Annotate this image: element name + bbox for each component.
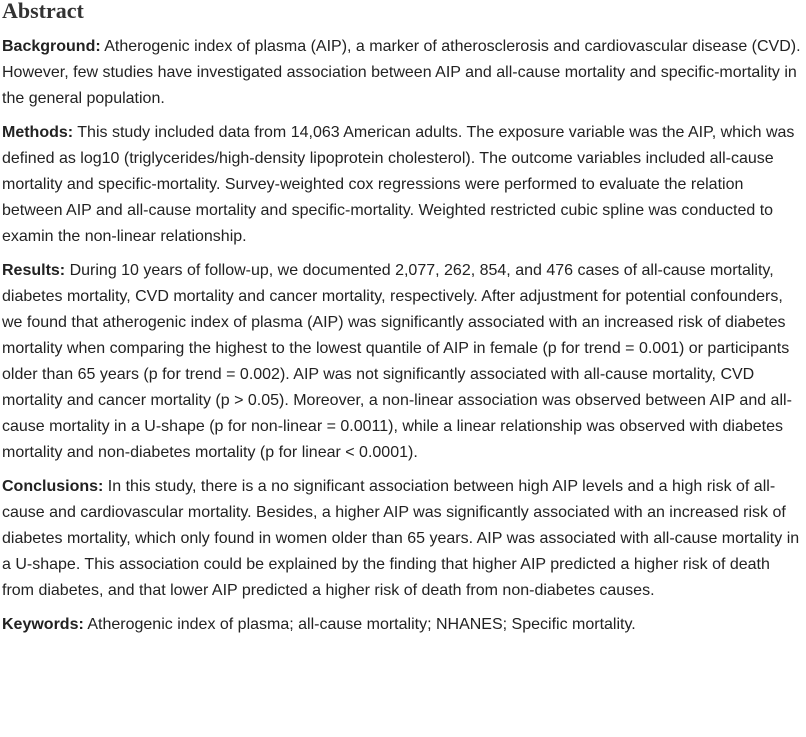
conclusions-text: In this study, there is a no significant association between high AIP levels and a high risk of all-cause and cardiovascular mortality. Besides, a higher AIP was significantly associated with an increased risk of diabetes mortality, which only found in women older than 65 years. AIP was associated with all-cause mortality in a U-shape. This association could be explained by the finding that higher AIP predicted a higher risk of death from diabetes, and that lower AIP predicted a higher risk of death from non-diabetes causes.: [2, 478, 800, 599]
conclusions-label: Conclusions:: [2, 478, 104, 495]
abstract-heading: Abstract: [2, 0, 84, 23]
results-text: During 10 years of follow-up, we documented 2,077, 262, 854, and 476 cases of all-cause mortality, diabetes mortality, CVD mortality and cancer mortality, respectively. After adjustment for potential confounders, we found that atherogenic index of plasma (AIP) was significantly associated with an increased risk of diabetes mortality when comparing the highest to the lowest quantile of AIP in female (p for trend = 0.001) or participants older than 65 years (p for trend = 0.002). AIP was not significantly associated with all-cause mortality, CVD mortality and cancer mortality (p > 0.05). Moreover, a non-linear association was observed between AIP and all-cause mortality in a U-shape (p for non-linear = 0.0011), while a linear relationship was observed with diabetes mortality and non-diabetes mortality (p for linear < 0.0001).: [2, 262, 792, 461]
methods-paragraph: [2, 120, 804, 250]
keywords-paragraph: [2, 612, 804, 638]
background-label: Background:: [2, 38, 101, 55]
results-label: Results:: [2, 262, 66, 279]
background-text: Atherogenic index of plasma (AIP), a marker of atherosclerosis and cardiovascular disease (CVD). However, few studies have investigated association between AIP and all-cause mortality and specific-mortality in the general population.: [2, 38, 801, 107]
methods-text: This study included data from 14,063 American adults. The exposure variable was the AIP, which was defined as log10 (triglycerides/high-density lipoprotein cholesterol). The outcome variables included all-cause mortality and specific-mortality. Survey-weighted cox regressions were performed to evaluate the relation between AIP and all-cause mortality and specific-mortality. Weighted restricted cubic spline was conducted to examin the non-linear relationship.: [2, 124, 795, 245]
keywords-text: Atherogenic index of plasma; all-cause mortality; NHANES; Specific mortality.: [87, 616, 636, 633]
methods-label: Methods:: [2, 124, 74, 141]
conclusions-paragraph: [2, 474, 804, 604]
background-paragraph: [2, 34, 804, 112]
keywords-label: Keywords:: [2, 616, 84, 633]
results-paragraph: [2, 258, 804, 466]
